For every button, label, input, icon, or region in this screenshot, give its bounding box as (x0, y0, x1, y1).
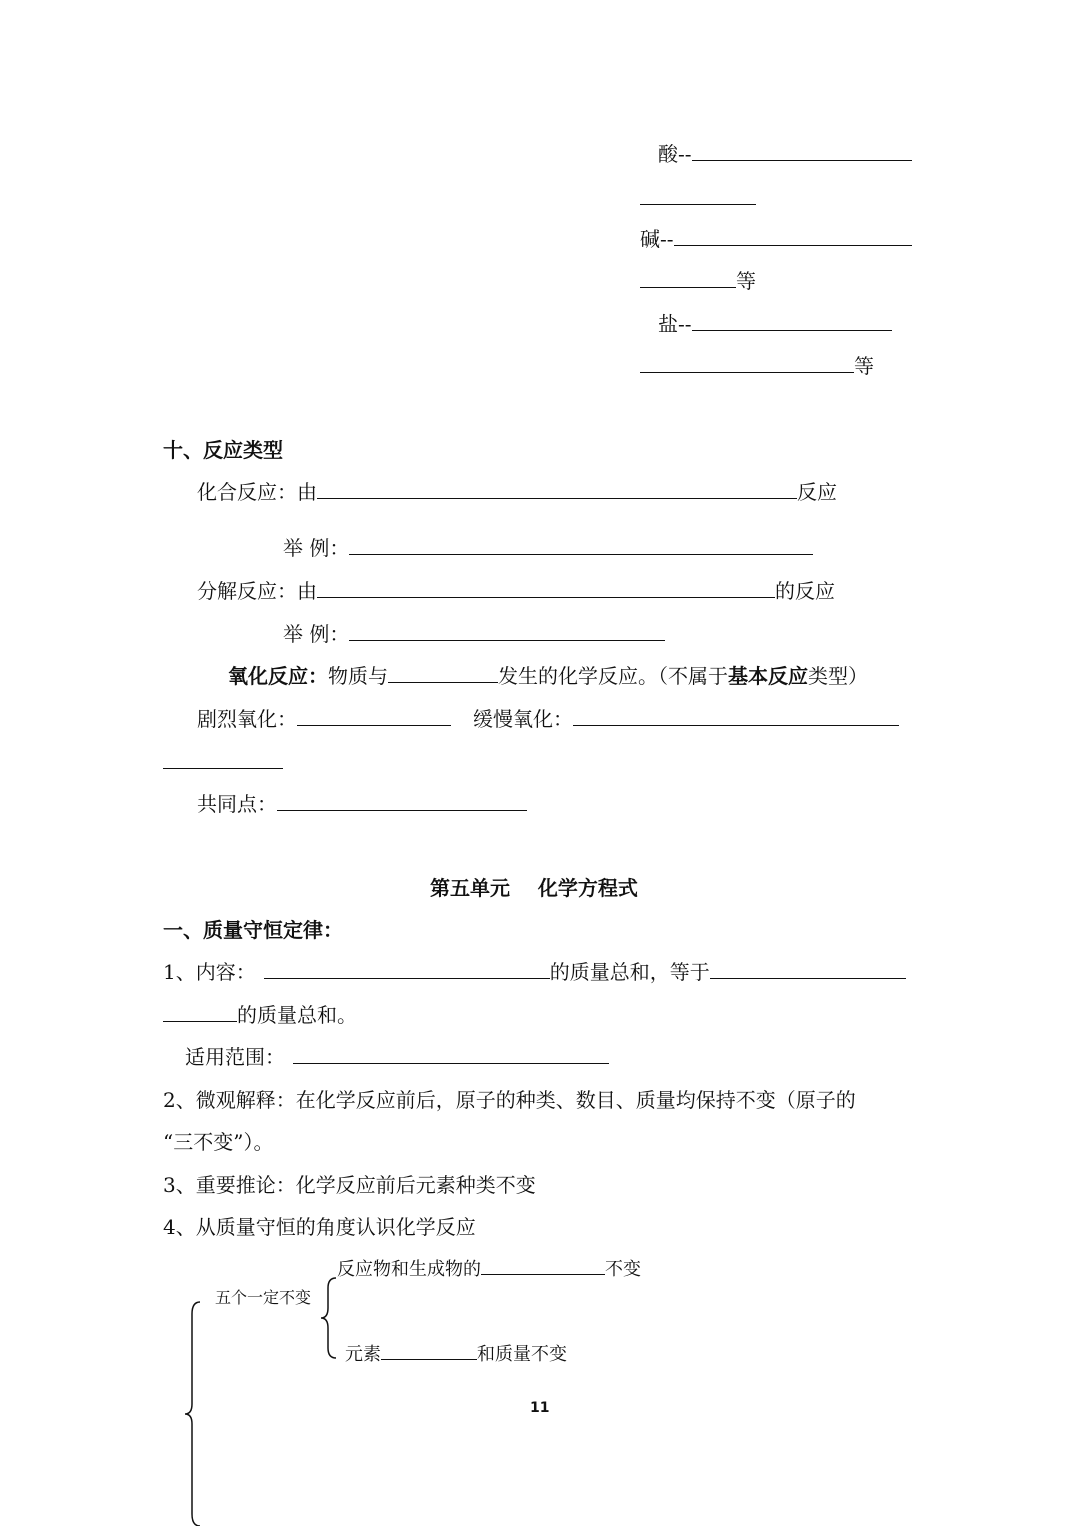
five-constant-label: 五个一定不变 (215, 1288, 312, 1307)
text: 反应物和生成物的 (337, 1259, 481, 1280)
label: 化合反应：由 (197, 480, 317, 504)
section-1-title: 一、质量守恒定律： (163, 918, 343, 942)
label: 缓慢氧化： (473, 707, 573, 731)
page-number: 11 (530, 1400, 550, 1416)
acid-label: 酸-- (658, 142, 692, 166)
label: 举 例： (283, 536, 350, 560)
micro-explanation: 2、微观解释：在化学反应前后，原子的种类、数目、质量均保持不变（原子的 (163, 1088, 856, 1112)
section-10-title: 十、反应类型 (163, 438, 283, 462)
understanding: 4、从质量守恒的角度认识化学反应 (163, 1215, 476, 1239)
etc-text: 等 (854, 354, 874, 378)
micro-explanation-2: “三不变”）。 (163, 1130, 274, 1154)
large-brace-icon (185, 1302, 200, 1526)
label: 的反应 (775, 579, 835, 603)
label: 氧化反应： (228, 664, 328, 688)
text: 类型） (808, 664, 868, 688)
label: 共同点： (197, 792, 277, 816)
label: 适用范围： (185, 1045, 285, 1069)
text: 发生的化学反应。（不属于 (498, 664, 728, 688)
base-label: 碱-- (640, 227, 674, 251)
salt-label: 盐-- (658, 312, 692, 336)
small-brace-icon (321, 1278, 336, 1358)
label: 分解反应：由 (197, 579, 317, 603)
text: 元素 (345, 1344, 381, 1365)
inference: 3、重要推论：化学反应前后元素种类不变 (163, 1173, 536, 1197)
text: 的质量总和。 (237, 1003, 357, 1027)
label: 反应 (797, 480, 837, 504)
label: 举 例： (283, 622, 350, 646)
text: 的质量总和，等于 (549, 960, 710, 984)
text: 基本反应 (728, 664, 808, 688)
text: 不变 (605, 1259, 641, 1280)
label: 1、内容： (163, 960, 256, 984)
text: 和质量不变 (477, 1344, 567, 1365)
unit-title: 第五单元 化学方程式 (430, 876, 638, 900)
text: 物质与 (328, 664, 388, 688)
label: 剧烈氧化： (197, 707, 297, 731)
etc-text: 等 (736, 269, 756, 293)
